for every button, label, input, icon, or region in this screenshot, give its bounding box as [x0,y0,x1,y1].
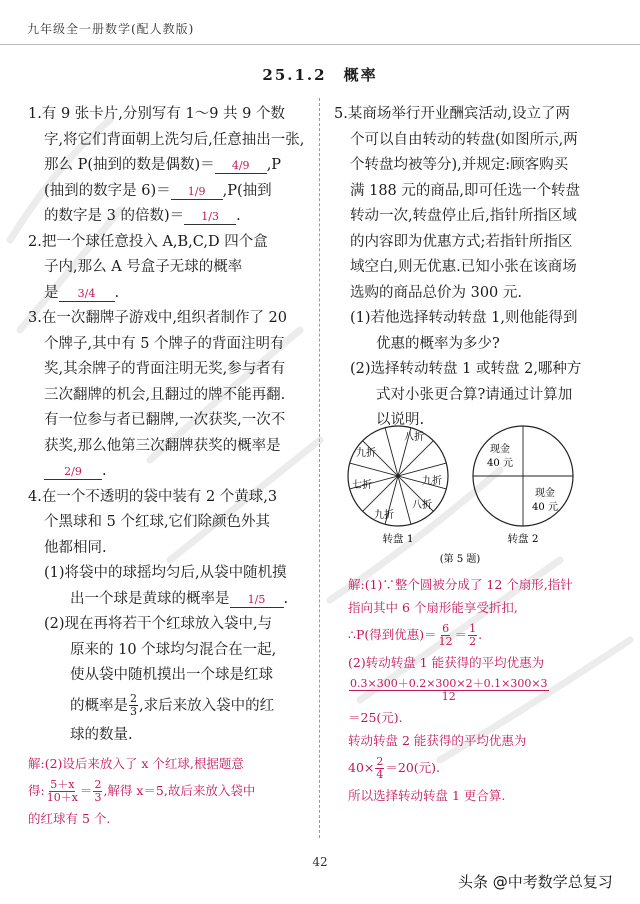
book-title: 九年级全一册数学(配人教版) [27,22,195,36]
wheel-2-amount-label: 40 元 [532,502,558,513]
wheel-2-cash-label: 现金 [490,444,510,455]
wheel-1-label: 九折 [422,476,442,487]
solution-4: 解:(2)设后来放入了 x 个红球,根据题意 得: $\frac{5+x}{10+x}$ ＝ $\frac{2}{3}$ ,解得 x＝5,故后来放入袋中 的红球有 5 个. [28,756,256,826]
figure-caption: (第 5 题) [439,554,481,565]
section-title: 25.1.2 概率 [262,66,378,84]
right-column [334,102,618,434]
wheel-1-label: 七折 [352,480,372,491]
wheel-2-caption: 转盘 2 [507,533,539,545]
answer-blank: 1/3 [184,210,236,225]
source-watermark-text: 头条 @中考数学总复习 [458,873,613,891]
wheel-1-label: 九折 [356,448,376,459]
page-number: 42 [312,855,328,869]
spinner-wheel-2 [473,426,573,526]
column-divider [319,98,320,838]
wheel-1-caption: 转盘 1 [382,533,414,545]
wheel-1-label: 九折 [374,510,394,521]
spinner-wheel-1 [348,426,448,526]
question-1: 1.有 9 张卡片,分别写有 1～9 共 9 个数 字,将它们背面朝上洗匀后,任意抽出一张, 那么 P(抽到的数是偶数)＝ 4/9 ,P (抽到的数字是 6)＝ 1/9 ,P(抽到 的数字是 3 的倍数)＝ 1/3 . [28,106,305,224]
question-3: 3.在一次翻牌子游戏中,组织者制作了 20 个牌子,其中有 5 个牌子的背面注明有 奖,其余牌子的背面注明无奖,参与者有 三次翻牌的机会,且翻过的牌不能再翻. 有一位参与者已翻牌,一次获奖,一次不 获奖,那么他第三次翻牌获奖的概率是 2/9 . [28,310,288,479]
answer-blank: 4/9 [215,159,267,174]
wheel-2-cash-label: 现金 [535,488,555,499]
question-4: 4.在一个不透明的袋中装有 2 个黄球,3 个黑球和 5 个红球,它们除颜色外其 他都相同. (1)将袋中的球摇均匀后,从袋中随机摸 出一个球是黄球的概率是 1/5 . (2)现在再将若干个红球放入袋中,与 原来的 10 个球均匀混合在一起, 使从袋中随机摸出一个球是红球 的概率是 $\frac{2}{3}$ ,求后来放入袋中的红 球的数量. [28,488,289,743]
wheel-2-amount-label: 40 元 [487,458,513,469]
answer-blank: 1/9 [171,185,223,200]
answer-blank: 2/9 [44,465,102,480]
header-rule [0,44,640,45]
answer-blank: 1/5 [230,593,284,608]
solution-5: 解:(1)∵整个圆被分成了 12 个扇形,指针 指向其中 6 个扇形能享受折扣, ∴P(得到优惠)＝ $\frac{6}{12}$ ＝ $\frac{1}{2}$ . (2)转动转盘 1 能获得的平均优惠为 $\frac{0.3\times 300+0.2\times 300\times 2+0.1\times 300\times 3}{12}$ ＝25(元). 转动转盘 2 能获得的平均优惠为 40× $\frac{2}{4}$ ＝20(元). 所以选择转动转盘 1 更合算. [348,577,573,803]
question-5: 5.某商场举行开业酬宾活动,设立了两 个可以自由转动的转盘(如图所示,两 个转盘均被等分),并规定:顾客购买 满 188 元的商品,即可任选一个转盘 转动一次,转盘停止后,指针所指区域 的内容即为优惠方式;若指针所指区 域空白,则无优惠.已知小张在该商场 选购的商品总价为 300 元. (1)若他选择转动转盘 1,则他能得到 优惠的概率为多少? (2)选择转动转盘 1 或转盘 2,哪种方 式对小张更合算?请通过计算加 以说明. [334,106,582,428]
wheel-1-label: 八折 [412,500,432,511]
wheel-1-label: 八折 [404,432,424,443]
spinner-figure [338,418,608,568]
fraction: $\frac{2}{3}$ [130,692,137,718]
answer-blank: 3/4 [59,287,115,302]
question-2: 2.把一个球任意投入 A,B,C,D 四个盒 子内,那么 A 号盒子无球的概率 是 3/4 . [28,233,268,301]
left-column [28,102,314,830]
